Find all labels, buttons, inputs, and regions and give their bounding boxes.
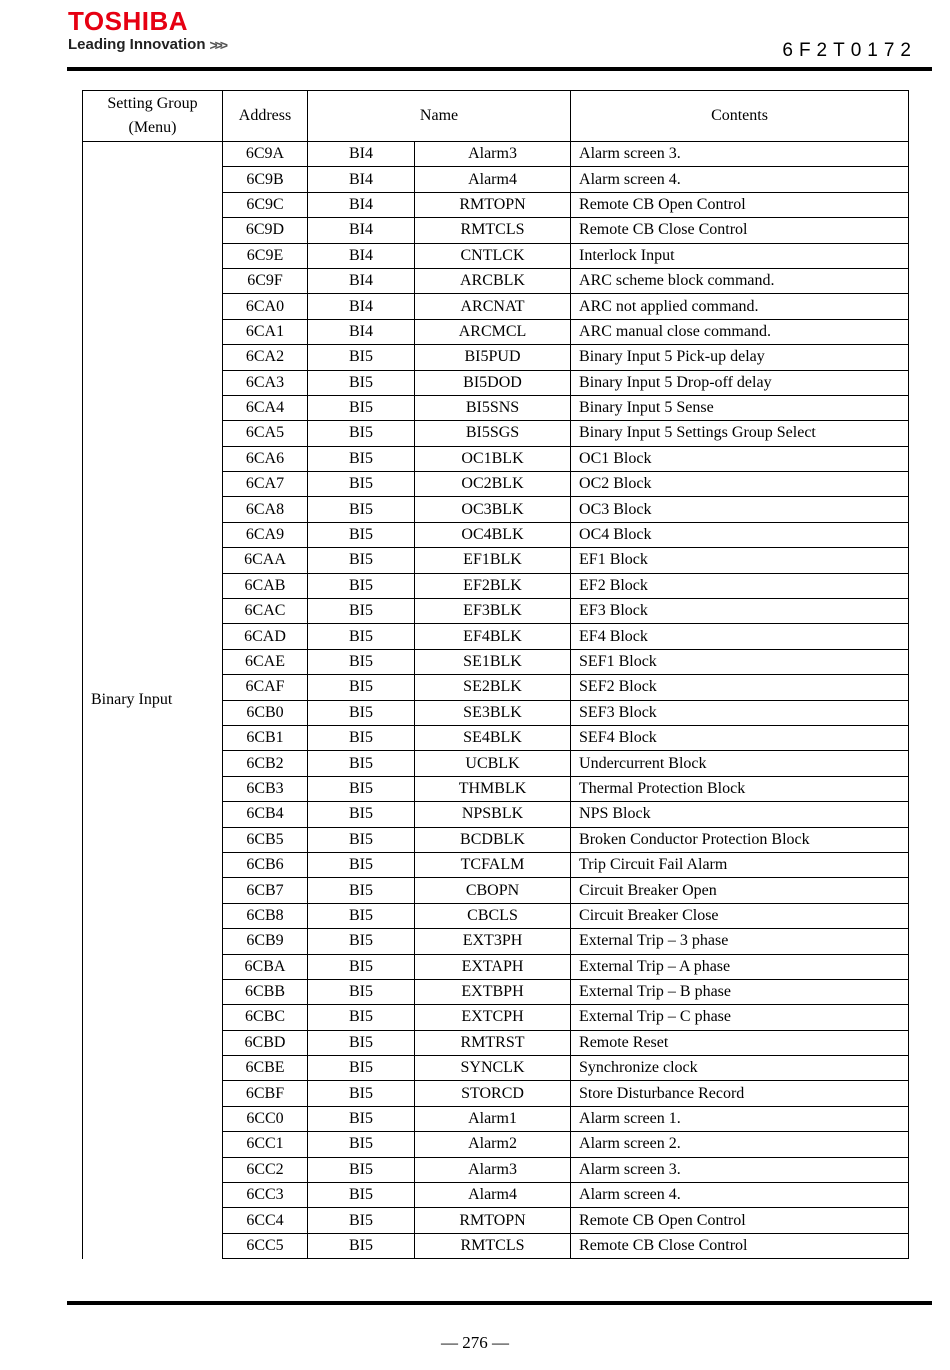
name-cell: EXT3PH	[415, 929, 571, 954]
address-cell: 6CB1	[223, 725, 308, 750]
name-cell: Alarm4	[415, 1183, 571, 1208]
address-cell: 6CB8	[223, 903, 308, 928]
brand-tagline	[68, 36, 225, 54]
name-cell: TCFALM	[415, 852, 571, 877]
name-cell: CBOPN	[415, 878, 571, 903]
contents-cell: SEF4 Block	[571, 725, 909, 750]
name-cell: RMTOPN	[415, 1208, 571, 1233]
name-cell: EXTBPH	[415, 979, 571, 1004]
header-address: Address	[223, 91, 308, 142]
input-cell: BI5	[308, 1183, 415, 1208]
name-cell: RMTRST	[415, 1030, 571, 1055]
name-cell: SE2BLK	[415, 675, 571, 700]
input-cell: BI5	[308, 522, 415, 547]
address-cell: 6CC1	[223, 1132, 308, 1157]
contents-cell: ARC not applied command.	[571, 294, 909, 319]
contents-cell: Remote Reset	[571, 1030, 909, 1055]
input-cell: BI5	[308, 1005, 415, 1030]
address-cell: 6CA0	[223, 294, 308, 319]
address-cell: 6CC0	[223, 1106, 308, 1131]
contents-cell: ARC scheme block command.	[571, 268, 909, 293]
contents-cell: OC1 Block	[571, 446, 909, 471]
contents-cell: Alarm screen 2.	[571, 1132, 909, 1157]
input-cell: BI5	[308, 929, 415, 954]
contents-cell: Binary Input 5 Settings Group Select	[571, 421, 909, 446]
address-cell: 6C9D	[223, 218, 308, 243]
name-cell: ARCNAT	[415, 294, 571, 319]
input-cell: BI5	[308, 1132, 415, 1157]
input-cell: BI4	[308, 142, 415, 167]
contents-cell: SEF1 Block	[571, 649, 909, 674]
address-cell: 6CBA	[223, 954, 308, 979]
name-cell: RMTCLS	[415, 1233, 571, 1258]
address-cell: 6CB4	[223, 802, 308, 827]
address-cell: 6CA1	[223, 319, 308, 344]
input-cell: BI4	[308, 192, 415, 217]
input-cell: BI4	[308, 243, 415, 268]
address-cell: 6C9B	[223, 167, 308, 192]
input-cell: BI5	[308, 345, 415, 370]
input-cell: BI5	[308, 421, 415, 446]
contents-cell: EF4 Block	[571, 624, 909, 649]
name-cell: RMTOPN	[415, 192, 571, 217]
address-cell: 6C9A	[223, 142, 308, 167]
address-cell: 6CC5	[223, 1233, 308, 1258]
contents-cell: External Trip – B phase	[571, 979, 909, 1004]
name-cell: Alarm3	[415, 142, 571, 167]
address-cell: 6CC2	[223, 1157, 308, 1182]
input-cell: BI4	[308, 218, 415, 243]
contents-cell: Alarm screen 4.	[571, 167, 909, 192]
input-cell: BI5	[308, 1157, 415, 1182]
input-cell: BI5	[308, 472, 415, 497]
name-cell: EXTAPH	[415, 954, 571, 979]
contents-cell: Binary Input 5 Pick-up delay	[571, 345, 909, 370]
name-cell: EXTCPH	[415, 1005, 571, 1030]
contents-cell: SEF3 Block	[571, 700, 909, 725]
name-cell: OC3BLK	[415, 497, 571, 522]
name-cell: THMBLK	[415, 776, 571, 801]
contents-cell: Alarm screen 3.	[571, 1157, 909, 1182]
name-cell: Alarm3	[415, 1157, 571, 1182]
contents-cell: OC2 Block	[571, 472, 909, 497]
contents-cell: External Trip – C phase	[571, 1005, 909, 1030]
input-cell: BI5	[308, 548, 415, 573]
name-cell: RMTCLS	[415, 218, 571, 243]
address-cell: 6CA9	[223, 522, 308, 547]
address-cell: 6CAD	[223, 624, 308, 649]
input-cell: BI5	[308, 573, 415, 598]
address-cell: 6CB6	[223, 852, 308, 877]
name-cell: BI5PUD	[415, 345, 571, 370]
address-cell: 6CB7	[223, 878, 308, 903]
name-cell: ARCBLK	[415, 268, 571, 293]
name-cell: BI5DOD	[415, 370, 571, 395]
input-cell: BI5	[308, 624, 415, 649]
input-cell: BI5	[308, 903, 415, 928]
input-cell: BI5	[308, 725, 415, 750]
name-cell: EF4BLK	[415, 624, 571, 649]
name-cell: CBCLS	[415, 903, 571, 928]
tagline-text: Leading Innovation	[68, 36, 206, 53]
contents-cell: Binary Input 5 Sense	[571, 395, 909, 420]
input-cell: BI5	[308, 1106, 415, 1131]
address-cell: 6CB9	[223, 929, 308, 954]
contents-cell: NPS Block	[571, 802, 909, 827]
contents-cell: Binary Input 5 Drop-off delay	[571, 370, 909, 395]
address-cell: 6CC3	[223, 1183, 308, 1208]
contents-cell: Circuit Breaker Close	[571, 903, 909, 928]
name-cell: SYNCLK	[415, 1056, 571, 1081]
input-cell: BI4	[308, 319, 415, 344]
name-cell: UCBLK	[415, 751, 571, 776]
input-cell: BI5	[308, 1208, 415, 1233]
contents-cell: OC4 Block	[571, 522, 909, 547]
input-cell: BI4	[308, 268, 415, 293]
contents-cell: Thermal Protection Block	[571, 776, 909, 801]
name-cell: SE3BLK	[415, 700, 571, 725]
settings-table	[82, 90, 909, 1259]
contents-cell: Synchronize clock	[571, 1056, 909, 1081]
input-cell: BI5	[308, 497, 415, 522]
setting-group-cell: Binary Input	[83, 142, 223, 1259]
input-cell: BI5	[308, 446, 415, 471]
input-cell: BI5	[308, 954, 415, 979]
input-cell: BI5	[308, 802, 415, 827]
name-cell: ARCMCL	[415, 319, 571, 344]
name-cell: Alarm4	[415, 167, 571, 192]
input-cell: BI5	[308, 675, 415, 700]
address-cell: 6CC4	[223, 1208, 308, 1233]
contents-cell: Alarm screen 1.	[571, 1106, 909, 1131]
address-cell: 6CBB	[223, 979, 308, 1004]
address-cell: 6C9F	[223, 268, 308, 293]
header-setting-group: Setting Group (Menu)	[83, 91, 223, 142]
table-row	[83, 142, 909, 167]
address-cell: 6CB5	[223, 827, 308, 852]
input-cell: BI5	[308, 370, 415, 395]
contents-cell: External Trip – 3 phase	[571, 929, 909, 954]
address-cell: 6C9E	[223, 243, 308, 268]
address-cell: 6CB0	[223, 700, 308, 725]
chevrons-icon: >>>	[209, 37, 226, 53]
contents-cell: EF3 Block	[571, 599, 909, 624]
name-cell: SE1BLK	[415, 649, 571, 674]
input-cell: BI5	[308, 1030, 415, 1055]
address-cell: 6CA7	[223, 472, 308, 497]
name-cell: Alarm1	[415, 1106, 571, 1131]
input-cell: BI5	[308, 395, 415, 420]
name-cell: EF1BLK	[415, 548, 571, 573]
contents-cell: Store Disturbance Record	[571, 1081, 909, 1106]
address-cell: 6CA4	[223, 395, 308, 420]
address-cell: 6CA3	[223, 370, 308, 395]
address-cell: 6CBF	[223, 1081, 308, 1106]
name-cell: BI5SGS	[415, 421, 571, 446]
input-cell: BI5	[308, 1056, 415, 1081]
input-cell: BI5	[308, 852, 415, 877]
address-cell: 6CA6	[223, 446, 308, 471]
address-cell: 6C9C	[223, 192, 308, 217]
address-cell: 6CAA	[223, 548, 308, 573]
contents-cell: EF1 Block	[571, 548, 909, 573]
document-number: 6F2T0172	[782, 40, 917, 61]
input-cell: BI4	[308, 167, 415, 192]
header-contents: Contents	[571, 91, 909, 142]
address-cell: 6CB3	[223, 776, 308, 801]
address-cell: 6CAC	[223, 599, 308, 624]
input-cell: BI5	[308, 1081, 415, 1106]
contents-cell: Undercurrent Block	[571, 751, 909, 776]
contents-cell: OC3 Block	[571, 497, 909, 522]
name-cell: EF3BLK	[415, 599, 571, 624]
address-cell: 6CBC	[223, 1005, 308, 1030]
address-cell: 6CBD	[223, 1030, 308, 1055]
contents-cell: EF2 Block	[571, 573, 909, 598]
header-name: Name	[308, 91, 571, 142]
address-cell: 6CBE	[223, 1056, 308, 1081]
contents-cell: Alarm screen 4.	[571, 1183, 909, 1208]
name-cell: OC2BLK	[415, 472, 571, 497]
contents-cell: Alarm screen 3.	[571, 142, 909, 167]
contents-cell: Circuit Breaker Open	[571, 878, 909, 903]
name-cell: Alarm2	[415, 1132, 571, 1157]
brand-wordmark: TOSHIBA	[68, 6, 189, 36]
contents-cell: Remote CB Open Control	[571, 1208, 909, 1233]
name-cell: NPSBLK	[415, 802, 571, 827]
contents-cell: Remote CB Open Control	[571, 192, 909, 217]
name-cell: CNTLCK	[415, 243, 571, 268]
contents-cell: Broken Conductor Protection Block	[571, 827, 909, 852]
input-cell: BI5	[308, 878, 415, 903]
address-cell: 6CAE	[223, 649, 308, 674]
contents-cell: ARC manual close command.	[571, 319, 909, 344]
header-rule	[67, 67, 932, 71]
address-cell: 6CAB	[223, 573, 308, 598]
contents-cell: Trip Circuit Fail Alarm	[571, 852, 909, 877]
name-cell: SE4BLK	[415, 725, 571, 750]
input-cell: BI5	[308, 700, 415, 725]
input-cell: BI5	[308, 776, 415, 801]
page-number: — 276 —	[441, 1333, 509, 1352]
name-cell: EF2BLK	[415, 573, 571, 598]
footer-rule	[67, 1301, 932, 1305]
input-cell: BI5	[308, 599, 415, 624]
input-cell: BI4	[308, 294, 415, 319]
contents-cell: Remote CB Close Control	[571, 1233, 909, 1258]
input-cell: BI5	[308, 979, 415, 1004]
contents-cell: SEF2 Block	[571, 675, 909, 700]
table-header-row	[83, 91, 909, 142]
address-cell: 6CA5	[223, 421, 308, 446]
contents-cell: Interlock Input	[571, 243, 909, 268]
name-cell: BCDBLK	[415, 827, 571, 852]
toshiba-logo	[68, 6, 225, 54]
input-cell: BI5	[308, 1233, 415, 1258]
address-cell: 6CB2	[223, 751, 308, 776]
address-cell: 6CA8	[223, 497, 308, 522]
name-cell: STORCD	[415, 1081, 571, 1106]
name-cell: OC1BLK	[415, 446, 571, 471]
address-cell: 6CAF	[223, 675, 308, 700]
contents-cell: External Trip – A phase	[571, 954, 909, 979]
name-cell: OC4BLK	[415, 522, 571, 547]
input-cell: BI5	[308, 751, 415, 776]
input-cell: BI5	[308, 649, 415, 674]
input-cell: BI5	[308, 827, 415, 852]
name-cell: BI5SNS	[415, 395, 571, 420]
contents-cell: Remote CB Close Control	[571, 218, 909, 243]
address-cell: 6CA2	[223, 345, 308, 370]
